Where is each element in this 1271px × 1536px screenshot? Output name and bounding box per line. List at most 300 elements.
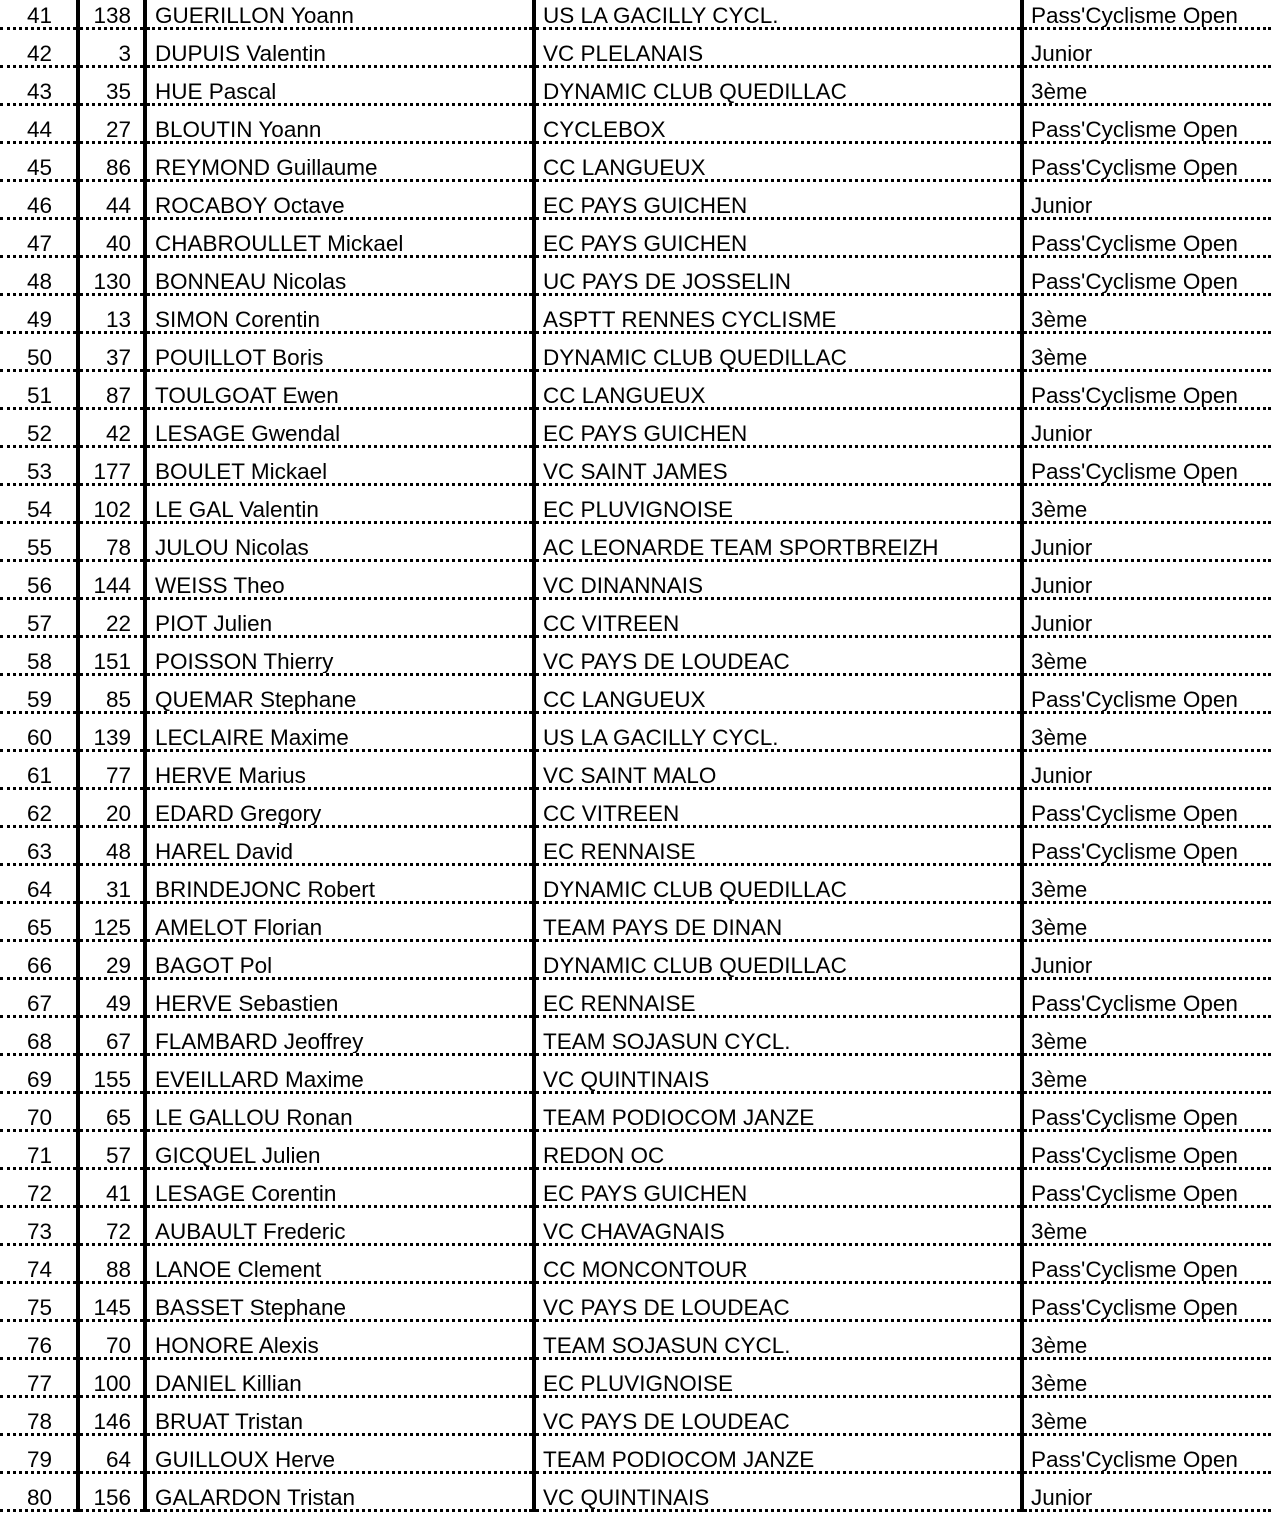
bib-number-cell [80,144,143,182]
rank-cell [0,1056,76,1094]
rank-text: 63 [26,838,52,864]
category-cell [1024,106,1271,144]
bib-number-cell [80,1284,143,1322]
rider-name-cell [147,1284,532,1322]
club-cell [536,258,1020,296]
rank-cell [0,0,76,30]
table-row [0,258,1271,296]
club-text: UC PAYS DE JOSSELIN [543,268,791,294]
club-cell [536,182,1020,220]
rider-name-text: POUILLOT Boris [155,344,324,370]
category-cell [1024,942,1271,980]
category-text: 3ème [1031,1028,1088,1054]
rank-cell [0,68,76,106]
rider-name-cell [147,106,532,144]
rank-text: 78 [26,1408,52,1434]
rider-name-text: AMELOT Florian [155,914,323,940]
rank-text: 56 [26,572,52,598]
club-cell [536,144,1020,182]
rider-name-text: EVEILLARD Maxime [155,1066,364,1092]
table-row [0,600,1271,638]
category-cell [1024,752,1271,790]
club-cell [536,486,1020,524]
bib-number-text: 37 [105,344,131,370]
bib-number-text: 20 [105,800,131,826]
rank-text: 47 [26,230,52,256]
bib-number-cell [80,752,143,790]
club-text: VC PAYS DE LOUDEAC [543,648,790,674]
club-text: VC CHAVAGNAIS [543,1218,725,1244]
club-cell [536,828,1020,866]
club-cell [536,676,1020,714]
category-text: 3ème [1031,1218,1088,1244]
rider-name-text: BOULET Mickael [155,458,328,484]
rider-name-text: JULOU Nicolas [155,534,309,560]
rank-cell [0,144,76,182]
club-cell [536,1132,1020,1170]
club-text: TEAM PAYS DE DINAN [543,914,783,940]
rank-cell [0,30,76,68]
club-cell [536,904,1020,942]
rider-name-text: LE GALLOU Ronan [155,1104,353,1130]
bib-number-cell [80,334,143,372]
rank-text: 62 [26,800,52,826]
category-cell [1024,296,1271,334]
table-row [0,486,1271,524]
rank-text: 50 [26,344,52,370]
table-row [0,182,1271,220]
rider-name-text: REYMOND Guillaume [155,154,378,180]
rank-text: 75 [26,1294,52,1320]
rank-text: 70 [26,1104,52,1130]
club-cell [536,524,1020,562]
club-cell [536,1284,1020,1322]
category-cell [1024,980,1271,1018]
rank-cell [0,182,76,220]
rank-cell [0,524,76,562]
category-text: Junior [1031,762,1093,788]
rider-name-cell [147,562,532,600]
category-cell [1024,524,1271,562]
bib-number-text: 57 [105,1142,131,1168]
bib-number-text: 44 [105,192,131,218]
rider-name-cell [147,1056,532,1094]
rank-cell [0,1094,76,1132]
category-text: Junior [1031,40,1093,66]
club-cell [536,30,1020,68]
bib-number-text: 49 [105,990,131,1016]
rank-cell [0,1284,76,1322]
rider-name-cell [147,790,532,828]
table-row [0,866,1271,904]
bib-number-text: 144 [93,572,131,598]
category-text: Junior [1031,192,1093,218]
club-text: CC MONCONTOUR [543,1256,748,1282]
bib-number-cell [80,372,143,410]
bib-number-text: 155 [93,1066,131,1092]
rank-text: 72 [26,1180,52,1206]
rider-name-cell [147,638,532,676]
club-cell [536,68,1020,106]
category-text: Junior [1031,610,1093,636]
rider-name-cell [147,1208,532,1246]
rank-cell [0,1132,76,1170]
category-cell [1024,68,1271,106]
category-cell [1024,410,1271,448]
rider-name-text: LESAGE Corentin [155,1180,337,1206]
bib-number-cell [80,1208,143,1246]
rank-text: 43 [26,78,52,104]
rider-name-cell [147,1132,532,1170]
bib-number-cell [80,1474,143,1512]
club-text: EC RENNAISE [543,838,696,864]
category-cell [1024,828,1271,866]
category-cell [1024,1170,1271,1208]
rider-name-text: LECLAIRE Maxime [155,724,349,750]
rank-cell [0,980,76,1018]
rank-cell [0,562,76,600]
rider-name-text: FLAMBARD Jeoffrey [155,1028,364,1054]
club-text: VC DINANNAIS [543,572,704,598]
rank-cell [0,258,76,296]
rider-name-cell [147,600,532,638]
rank-text: 76 [26,1332,52,1358]
rider-name-text: CHABROULLET Mickael [155,230,404,256]
rank-cell [0,448,76,486]
bib-number-text: 64 [105,1446,131,1472]
club-text: CYCLEBOX [543,116,666,142]
bib-number-cell [80,942,143,980]
rank-cell [0,1474,76,1512]
bib-number-text: 151 [93,648,131,674]
bib-number-cell [80,1322,143,1360]
table-row [0,1246,1271,1284]
rider-name-cell [147,714,532,752]
bib-number-cell [80,410,143,448]
category-text: 3ème [1031,306,1088,332]
rider-name-text: GICQUEL Julien [155,1142,321,1168]
club-cell [536,1208,1020,1246]
category-text: Pass'Cyclisme Open [1031,268,1238,294]
category-cell [1024,600,1271,638]
rider-name-text: BRUAT Tristan [155,1408,303,1434]
column-divider [532,0,536,1512]
rider-name-cell [147,410,532,448]
bib-number-text: 31 [105,876,131,902]
club-text: CC LANGUEUX [543,382,706,408]
table-row [0,638,1271,676]
rank-text: 45 [26,154,52,180]
category-cell [1024,714,1271,752]
rank-text: 69 [26,1066,52,1092]
rider-name-cell [147,980,532,1018]
rank-cell [0,106,76,144]
category-text: Pass'Cyclisme Open [1031,1446,1238,1472]
club-text: EC PAYS GUICHEN [543,192,748,218]
rank-cell [0,334,76,372]
bib-number-cell [80,866,143,904]
bib-number-text: 22 [105,610,131,636]
rank-cell [0,1398,76,1436]
bib-number-text: 87 [105,382,131,408]
category-cell [1024,334,1271,372]
rank-text: 80 [26,1484,52,1510]
rider-name-cell [147,752,532,790]
bib-number-text: 139 [93,724,131,750]
category-text: 3ème [1031,724,1088,750]
category-text: 3ème [1031,876,1088,902]
bib-number-cell [80,714,143,752]
rank-text: 74 [26,1256,52,1282]
rank-cell [0,372,76,410]
bib-number-text: 86 [105,154,131,180]
rider-name-cell [147,220,532,258]
category-cell [1024,562,1271,600]
rider-name-cell [147,258,532,296]
rider-name-text: BAGOT Pol [155,952,273,978]
rank-text: 66 [26,952,52,978]
rank-cell [0,486,76,524]
rank-text: 49 [26,306,52,332]
club-cell [536,752,1020,790]
category-text: Pass'Cyclisme Open [1031,116,1238,142]
category-text: Pass'Cyclisme Open [1031,154,1238,180]
club-cell [536,410,1020,448]
rank-text: 51 [26,382,52,408]
bib-number-cell [80,486,143,524]
rank-text: 55 [26,534,52,560]
club-text: VC SAINT JAMES [543,458,728,484]
rank-text: 68 [26,1028,52,1054]
bib-number-text: 3 [118,40,131,66]
club-text: EC PLUVIGNOISE [543,1370,734,1396]
club-text: DYNAMIC CLUB QUEDILLAC [543,344,847,370]
club-cell [536,448,1020,486]
bib-number-cell [80,790,143,828]
bib-number-text: 145 [93,1294,131,1320]
rider-name-cell [147,1246,532,1284]
bib-number-text: 138 [93,2,131,28]
bib-number-cell [80,524,143,562]
club-text: DYNAMIC CLUB QUEDILLAC [543,952,847,978]
rank-cell [0,866,76,904]
rank-cell [0,1322,76,1360]
table-row [0,752,1271,790]
category-cell [1024,638,1271,676]
rider-name-cell [147,1170,532,1208]
bib-number-text: 77 [105,762,131,788]
rank-cell [0,1208,76,1246]
category-text: Pass'Cyclisme Open [1031,458,1238,484]
bib-number-cell [80,106,143,144]
bib-number-text: 42 [105,420,131,446]
category-text: Pass'Cyclisme Open [1031,2,1238,28]
rider-name-text: WEISS Theo [155,572,285,598]
rank-cell [0,828,76,866]
club-cell [536,1436,1020,1474]
category-cell [1024,790,1271,828]
rider-name-text: BASSET Stephane [155,1294,346,1320]
rank-text: 64 [26,876,52,902]
rider-name-text: HUE Pascal [155,78,277,104]
bib-number-text: 27 [105,116,131,142]
category-cell [1024,1474,1271,1512]
rider-name-text: HERVE Marius [155,762,306,788]
rider-name-cell [147,372,532,410]
club-text: REDON OC [543,1142,665,1168]
bib-number-cell [80,182,143,220]
club-text: EC PAYS GUICHEN [543,1180,748,1206]
bib-number-cell [80,448,143,486]
rank-cell [0,1436,76,1474]
category-cell [1024,1398,1271,1436]
bib-number-text: 85 [105,686,131,712]
category-cell [1024,1322,1271,1360]
club-text: VC SAINT MALO [543,762,717,788]
rider-name-cell [147,1360,532,1398]
rider-name-cell [147,904,532,942]
category-cell [1024,220,1271,258]
category-text: Pass'Cyclisme Open [1031,1104,1238,1130]
club-cell [536,600,1020,638]
table-row [0,1284,1271,1322]
bib-number-cell [80,0,143,30]
category-cell [1024,1208,1271,1246]
rider-name-cell [147,1398,532,1436]
club-text: US LA GACILLY CYCL. [543,2,779,28]
bib-number-cell [80,980,143,1018]
table-row [0,980,1271,1018]
bib-number-cell [80,1170,143,1208]
category-text: 3ème [1031,496,1088,522]
category-cell [1024,1018,1271,1056]
rank-cell [0,714,76,752]
rank-text: 79 [26,1446,52,1472]
category-text: Pass'Cyclisme Open [1031,1256,1238,1282]
table-row [0,372,1271,410]
club-cell [536,0,1020,30]
club-text: TEAM PODIOCOM JANZE [543,1446,815,1472]
club-text: CC LANGUEUX [543,154,706,180]
rank-cell [0,676,76,714]
rank-cell [0,600,76,638]
bib-number-text: 35 [105,78,131,104]
club-cell [536,1246,1020,1284]
category-cell [1024,30,1271,68]
rider-name-text: LANOE Clement [155,1256,322,1282]
club-cell [536,1018,1020,1056]
category-cell [1024,1132,1271,1170]
category-text: Pass'Cyclisme Open [1031,230,1238,256]
table-row [0,1474,1271,1512]
rider-name-cell [147,1018,532,1056]
rider-name-text: SIMON Corentin [155,306,321,332]
bib-number-text: 125 [93,914,131,940]
table-row [0,1322,1271,1360]
bib-number-text: 70 [105,1332,131,1358]
bib-number-text: 48 [105,838,131,864]
category-text: Junior [1031,534,1093,560]
category-text: Pass'Cyclisme Open [1031,1142,1238,1168]
club-cell [536,296,1020,334]
bib-number-text: 72 [105,1218,131,1244]
bib-number-text: 146 [93,1408,131,1434]
rank-text: 71 [26,1142,52,1168]
category-cell [1024,1056,1271,1094]
rider-name-text: AUBAULT Frederic [155,1218,346,1244]
club-text: VC PAYS DE LOUDEAC [543,1408,790,1434]
category-cell [1024,372,1271,410]
category-text: Pass'Cyclisme Open [1031,838,1238,864]
club-cell [536,1056,1020,1094]
category-cell [1024,904,1271,942]
rank-cell [0,790,76,828]
table-row [0,448,1271,486]
table-row [0,1056,1271,1094]
column-divider [1020,0,1024,1512]
table-row [0,904,1271,942]
club-cell [536,562,1020,600]
bib-number-text: 100 [93,1370,131,1396]
club-cell [536,942,1020,980]
rank-text: 46 [26,192,52,218]
rider-name-cell [147,486,532,524]
category-cell [1024,486,1271,524]
rank-text: 44 [26,116,52,142]
rank-text: 52 [26,420,52,446]
club-cell [536,980,1020,1018]
table-row [0,296,1271,334]
rider-name-cell [147,866,532,904]
rank-text: 57 [26,610,52,636]
rider-name-cell [147,296,532,334]
category-cell [1024,182,1271,220]
rider-name-cell [147,1094,532,1132]
rider-name-cell [147,30,532,68]
table-row [0,1398,1271,1436]
club-cell [536,866,1020,904]
bib-number-cell [80,30,143,68]
rider-name-text: LE GAL Valentin [155,496,319,522]
bib-number-cell [80,1398,143,1436]
club-cell [536,1322,1020,1360]
rank-cell [0,752,76,790]
bib-number-text: 40 [105,230,131,256]
rider-name-text: BONNEAU Nicolas [155,268,347,294]
rank-text: 60 [26,724,52,750]
club-text: CC VITREEN [543,800,680,826]
club-text: VC QUINTINAIS [543,1066,710,1092]
club-cell [536,372,1020,410]
bib-number-cell [80,258,143,296]
club-text: VC QUINTINAIS [543,1484,710,1510]
rider-name-text: HAREL David [155,838,293,864]
rider-name-cell [147,524,532,562]
club-text: DYNAMIC CLUB QUEDILLAC [543,876,847,902]
bib-number-text: 177 [93,458,131,484]
club-cell [536,714,1020,752]
bib-number-cell [80,1436,143,1474]
club-cell [536,1398,1020,1436]
rank-text: 59 [26,686,52,712]
table-row [0,68,1271,106]
table-row [0,1094,1271,1132]
club-text: EC PLUVIGNOISE [543,496,734,522]
club-cell [536,106,1020,144]
rider-name-cell [147,334,532,372]
category-cell [1024,866,1271,904]
club-cell [536,1170,1020,1208]
